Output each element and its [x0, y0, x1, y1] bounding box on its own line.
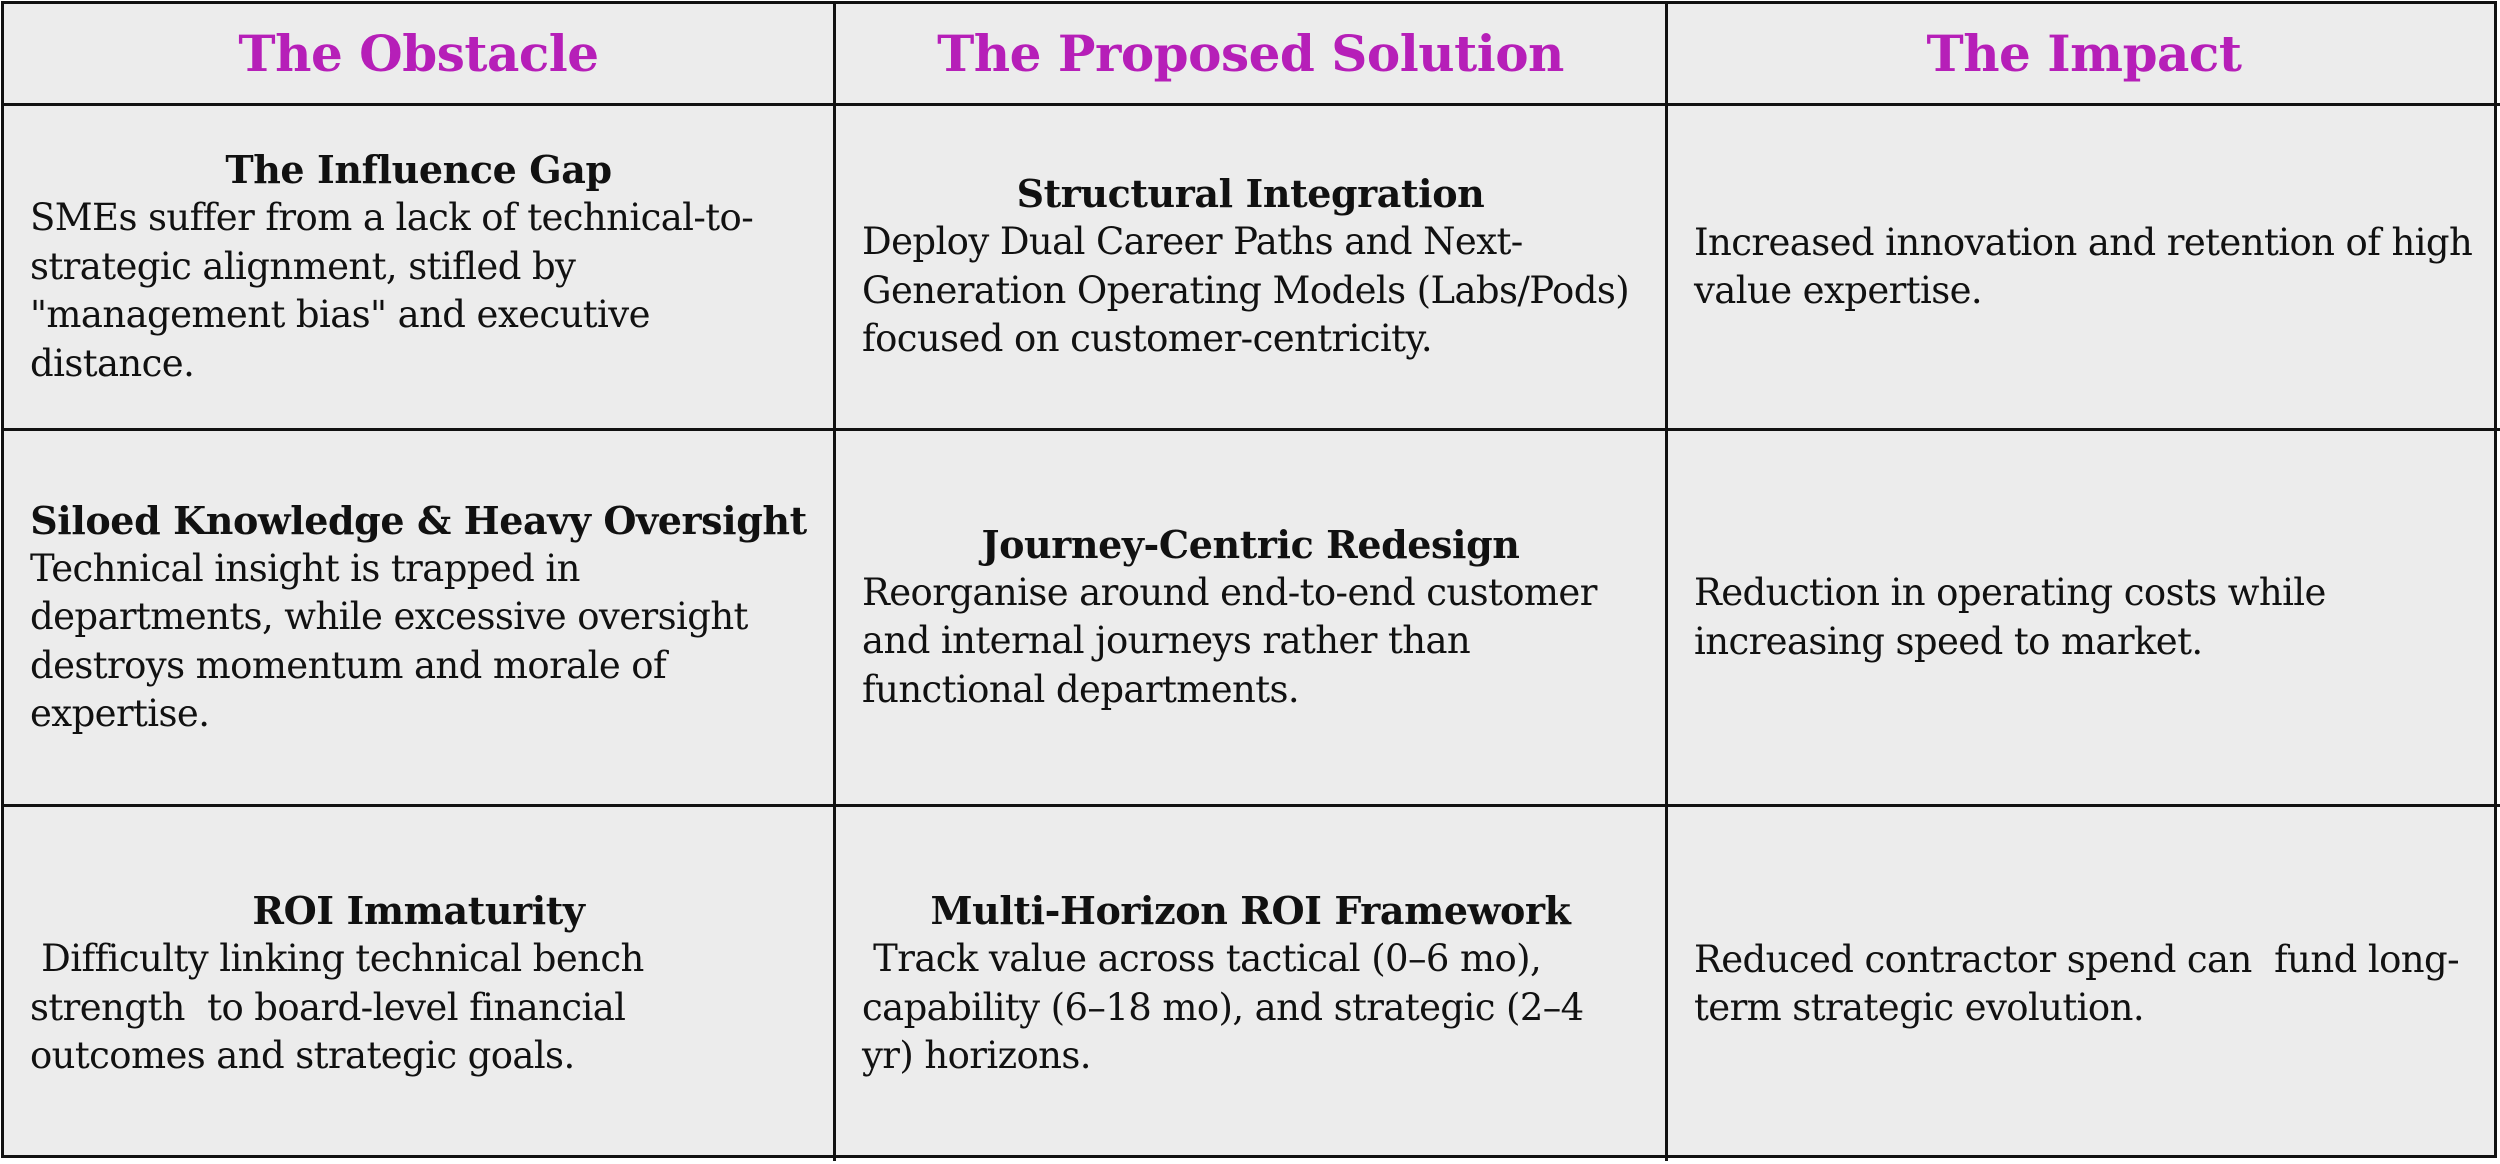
header-impact: The Impact: [1926, 24, 2242, 83]
obstacle-text: Technical insight is trapped in departments, while excessive oversight destroys momentum and morale of expertise.: [30, 546, 759, 735]
header-cell-solution: [836, 4, 1668, 106]
solution-title: Structural Integration: [1016, 171, 1485, 217]
solution-title: Multi-Horizon ROI Framework: [930, 888, 1571, 934]
header-cell-impact: [1668, 4, 2500, 106]
solution-cell: [836, 431, 1668, 807]
header-cell-obstacle: [4, 4, 836, 106]
obstacle-cell: [4, 106, 836, 431]
obstacle-text: Difficulty linking technical bench strength to board-level financial outcomes and strategic goals.: [30, 937, 655, 1078]
obstacle-text: SMEs suffer from a lack of technical-to-strategic alignment, stifled by "management bias" and executive distance.: [30, 196, 754, 385]
obstacle-cell: [4, 807, 836, 1161]
impact-text: Increased innovation and retention of high value expertise.: [1694, 220, 2484, 312]
solution-title: Journey-Centric Redesign: [981, 521, 1520, 567]
comparison-table: [1, 1, 2497, 1158]
solution-cell: [836, 807, 1668, 1161]
solution-text: Reorganise around end-to-end customer and internal journeys rather than functional departments.: [862, 570, 1608, 711]
obstacle-title: Siloed Knowledge & Heavy Oversight: [30, 497, 807, 543]
obstacle-title: The Influence Gap: [225, 147, 612, 192]
obstacle-cell: [4, 431, 836, 807]
impact-cell: [1668, 106, 2500, 431]
header-obstacle: The Obstacle: [238, 24, 599, 83]
solution-text: Track value across tactical (0–6 mo), capability (6–18 mo), and strategic (2–4 yr) horizons.: [862, 937, 1595, 1078]
obstacle-title: ROI Immaturity: [252, 888, 585, 934]
impact-text: Reduced contractor spend can fund long-term strategic evolution.: [1694, 937, 2459, 1029]
solution-text: Deploy Dual Career Paths and Next-Generation Operating Models (Labs/Pods) focused on customer-centricity.: [862, 220, 1641, 361]
impact-cell: [1668, 807, 2500, 1161]
solution-cell: [836, 106, 1668, 431]
header-solution: The Proposed Solution: [937, 24, 1564, 83]
impact-cell: [1668, 431, 2500, 807]
impact-text: Reduction in operating costs while increasing speed to market.: [1694, 571, 2338, 663]
